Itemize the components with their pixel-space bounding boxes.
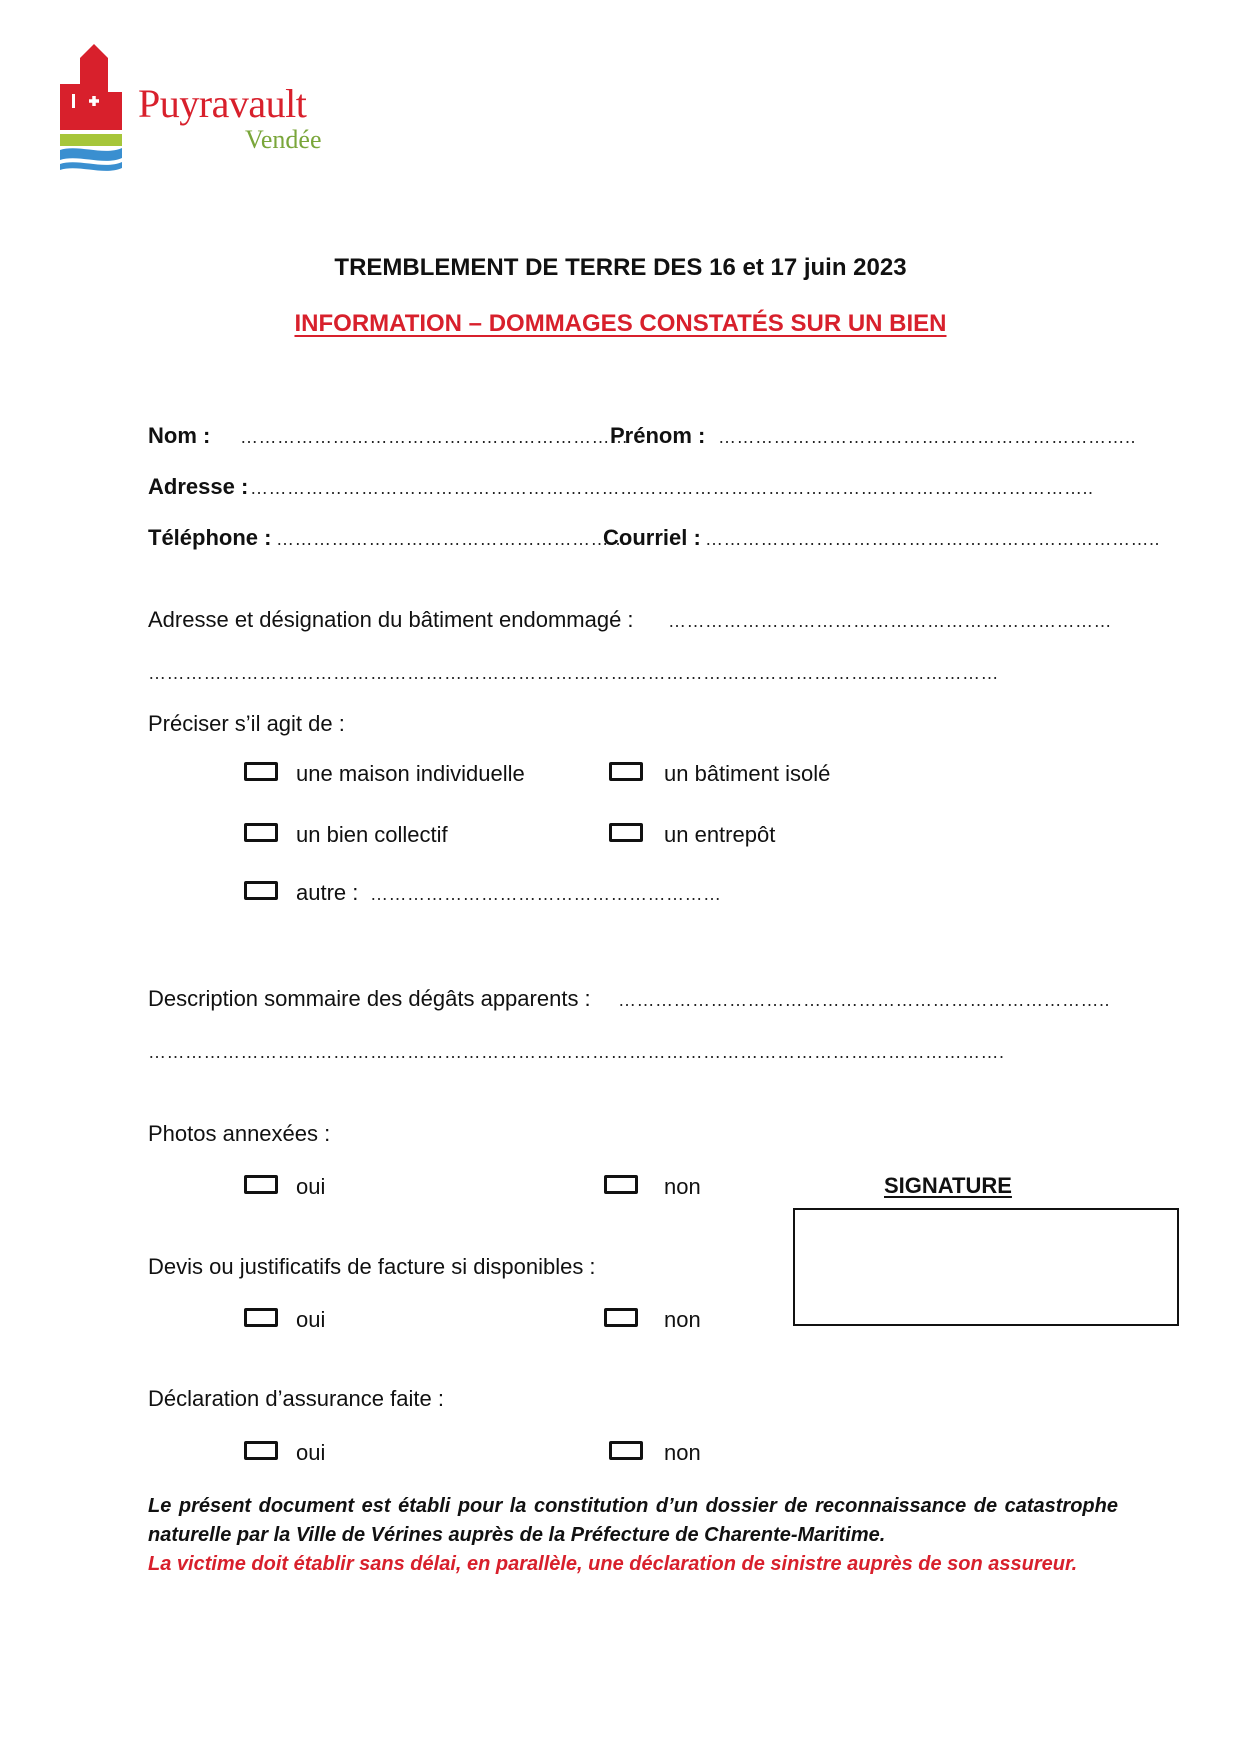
- adresse-field[interactable]: ………………………………………………………………………………………………………………………..: [250, 478, 1094, 498]
- logo-region: Vendée: [245, 125, 322, 154]
- telephone-label: Téléphone :: [148, 525, 272, 550]
- batiment-field-line2[interactable]: …………………………………………………………………………………………………………………………: [148, 663, 999, 683]
- checkbox-batiment-isole[interactable]: [609, 762, 643, 781]
- checkbox-assurance-non[interactable]: [609, 1441, 643, 1460]
- photos-non: non: [664, 1174, 701, 1199]
- photos-oui: oui: [296, 1174, 326, 1199]
- checkbox-photos-non[interactable]: [604, 1175, 638, 1194]
- signature-box[interactable]: [793, 1208, 1179, 1326]
- signature-label: SIGNATURE: [884, 1173, 1012, 1198]
- checkbox-assurance-oui[interactable]: [244, 1441, 278, 1460]
- assurance-non: non: [664, 1440, 701, 1465]
- nom-label: Nom :: [148, 423, 211, 448]
- option-bien-collectif: un bien collectif: [296, 822, 448, 847]
- description-field-line2[interactable]: ………………………………………………………………………………………………………………………….: [148, 1042, 1005, 1062]
- batiment-label: Adresse et désignation du bâtiment endommagé :: [148, 607, 634, 632]
- courriel-field[interactable]: ………………………………………………………………..: [705, 529, 1161, 549]
- checkbox-devis-non[interactable]: [604, 1308, 638, 1327]
- autre-field[interactable]: …………………………………………………: [370, 884, 722, 904]
- checkbox-devis-oui[interactable]: [244, 1308, 278, 1327]
- assurance-oui: oui: [296, 1440, 326, 1465]
- devis-oui: oui: [296, 1307, 326, 1332]
- checkbox-photos-oui[interactable]: [244, 1175, 278, 1194]
- document-title: TREMBLEMENT DE TERRE DES 16 et 17 juin 2023: [334, 254, 907, 281]
- warning-note: La victime doit établir sans délai, en parallèle, une déclaration de sinistre auprès de son assureur.: [148, 1553, 1078, 1575]
- option-entrepot: un entrepôt: [664, 822, 776, 847]
- checkbox-autre[interactable]: [244, 881, 278, 900]
- checkbox-entrepot[interactable]: [609, 823, 643, 842]
- prenom-label: Prénom :: [610, 423, 706, 448]
- photos-label: Photos annexées :: [148, 1121, 331, 1146]
- option-batiment-isole: un bâtiment isolé: [664, 761, 831, 786]
- checkbox-bien-collectif[interactable]: [244, 823, 278, 842]
- logo-emblem: [58, 44, 138, 176]
- logo-name: Puyravault: [138, 81, 307, 126]
- document-subtitle: INFORMATION – DOMMAGES CONSTATÉS SUR UN BIEN: [294, 310, 947, 337]
- assurance-label: Déclaration d’assurance faite :: [148, 1386, 444, 1411]
- devis-non: non: [664, 1307, 701, 1332]
- telephone-field[interactable]: …………………………………………………: [276, 529, 628, 549]
- prenom-field[interactable]: …………………………………………………………..: [718, 427, 1137, 447]
- checkbox-maison[interactable]: [244, 762, 278, 781]
- batiment-field[interactable]: ………………………………………………………………: [668, 611, 1112, 631]
- courriel-label: Courriel :: [603, 525, 701, 550]
- legal-note: Le présent document est établi pour la constitution d’un dossier de reconnaissance de catastrophe naturelle par la Ville de Vérines auprès de la Préfecture de Charente-Maritime.: [148, 1495, 1118, 1546]
- description-field[interactable]: ……………………………………………………………………..: [618, 990, 1111, 1010]
- description-label: Description sommaire des dégâts apparents :: [148, 986, 591, 1011]
- option-autre: autre :: [296, 880, 359, 905]
- nom-field[interactable]: ………………………………………………………: [240, 427, 629, 447]
- type-question: Préciser s’il agit de :: [148, 711, 345, 736]
- adresse-label: Adresse :: [148, 474, 249, 499]
- option-maison: une maison individuelle: [296, 761, 525, 786]
- devis-label: Devis ou justificatifs de facture si disponibles :: [148, 1254, 596, 1279]
